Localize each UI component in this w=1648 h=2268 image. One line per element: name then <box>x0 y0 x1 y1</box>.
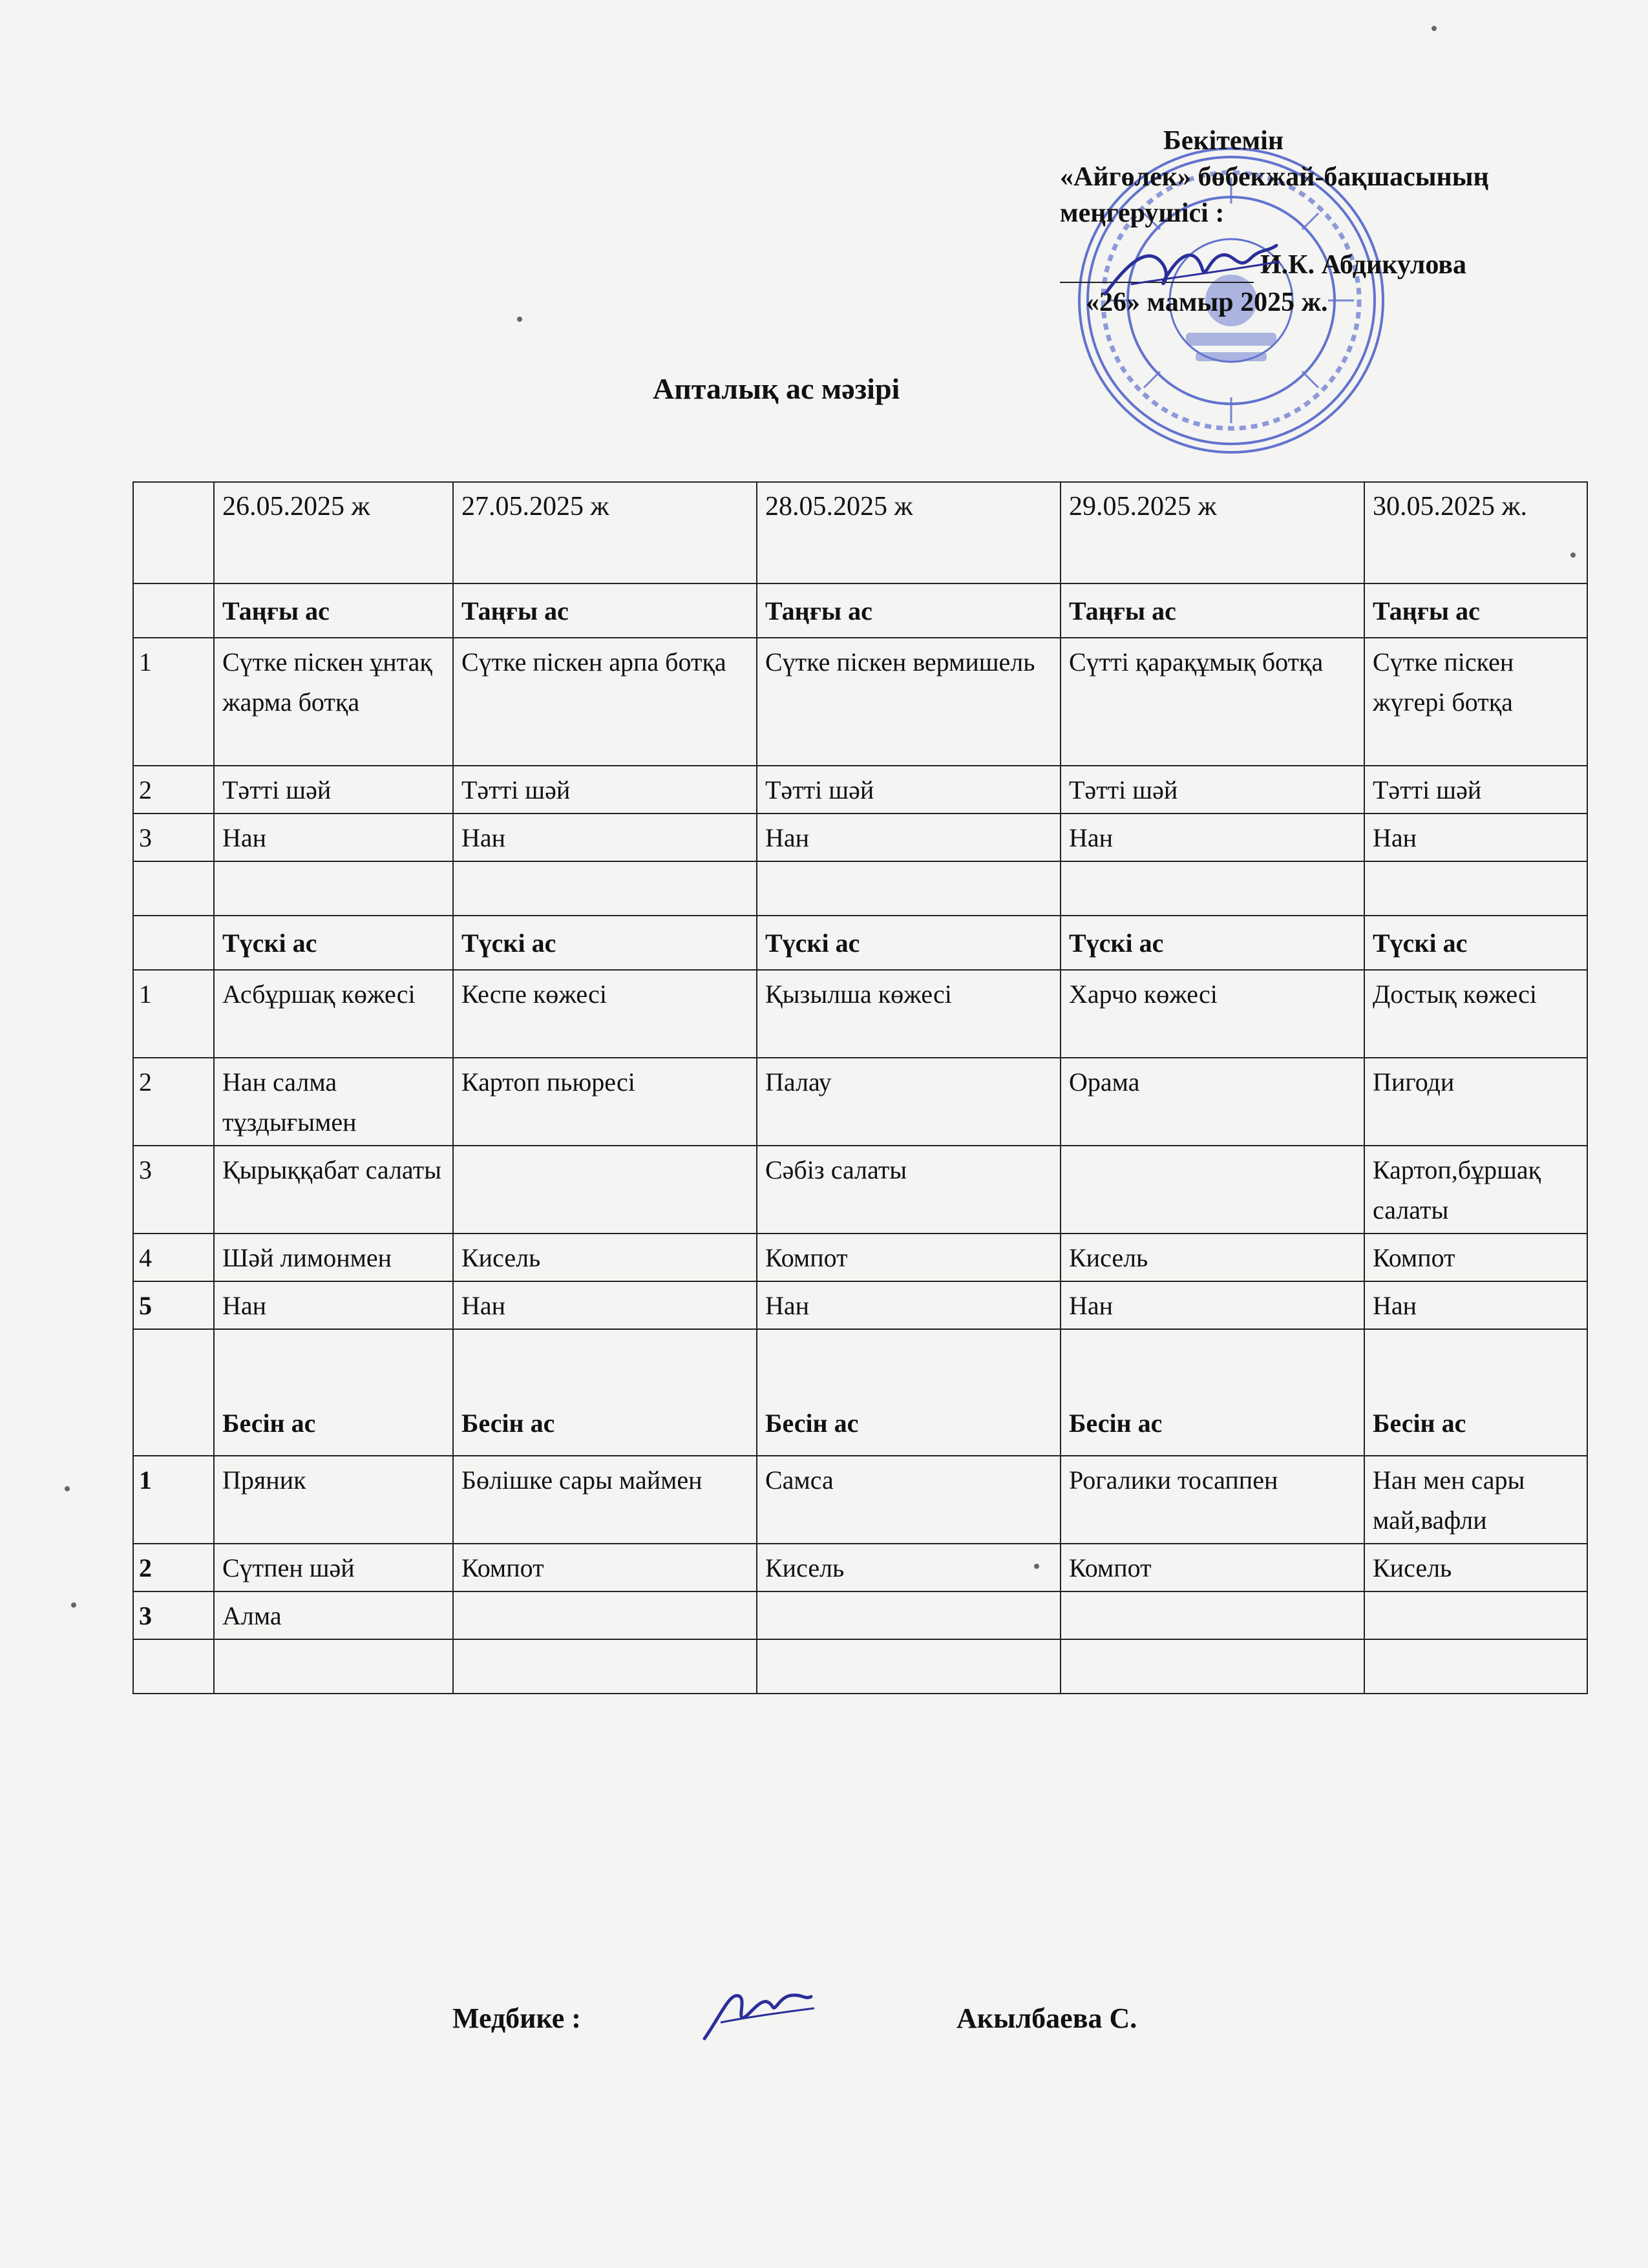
menu-cell: Самса <box>757 1456 1061 1544</box>
row-number: 1 <box>133 1456 214 1544</box>
meal-header: Түскі ас <box>757 916 1061 970</box>
menu-cell: Нан <box>1061 1281 1364 1329</box>
approval-date: «26» мамыр 2025 ж. <box>1086 288 1328 317</box>
meal-header-row <box>133 583 1587 638</box>
weekly-menu-table <box>132 481 1588 1694</box>
menu-cell <box>453 1146 757 1234</box>
date-cell: 27.05.2025 ж <box>453 482 757 583</box>
row-number: 3 <box>133 1591 214 1639</box>
row-number: 2 <box>133 1058 214 1146</box>
meal-header: Таңғы ас <box>453 583 757 638</box>
menu-cell: Нан <box>214 814 453 861</box>
scan-speck <box>71 1602 76 1608</box>
menu-cell: Нан <box>757 814 1061 861</box>
row-number: 2 <box>133 766 214 814</box>
menu-cell: Сүтке піскен жүгері ботқа <box>1364 638 1587 766</box>
meal-header: Бесін ас <box>1364 1329 1587 1456</box>
corner-cell <box>133 482 214 583</box>
meal-num-cell <box>133 1329 214 1456</box>
menu-cell: Бөлішке сары маймен <box>453 1456 757 1544</box>
meal-header: Таңғы ас <box>214 583 453 638</box>
empty-row <box>133 861 1587 916</box>
menu-cell: Кисель <box>757 1544 1061 1591</box>
director-signature <box>1092 233 1286 310</box>
menu-cell: Нан <box>1061 814 1364 861</box>
date-cell: 26.05.2025 ж <box>214 482 453 583</box>
nurse-signature <box>695 1977 818 2048</box>
table-row <box>133 1591 1587 1639</box>
meal-header: Түскі ас <box>1061 916 1364 970</box>
dates-row <box>133 482 1587 583</box>
row-number: 1 <box>133 638 214 766</box>
menu-cell: Нан <box>757 1281 1061 1329</box>
empty-row <box>133 1639 1587 1694</box>
menu-cell: Сүтпен шәй <box>214 1544 453 1591</box>
menu-cell: Нан мен сары май,вафли <box>1364 1456 1587 1544</box>
date-cell: 29.05.2025 ж <box>1061 482 1364 583</box>
scan-speck <box>1034 1564 1039 1569</box>
menu-cell: Сүтке піскен арпа ботқа <box>453 638 757 766</box>
menu-cell: Компот <box>453 1544 757 1591</box>
menu-cell: Харчо көжесі <box>1061 970 1364 1058</box>
menu-cell: Компот <box>1061 1544 1364 1591</box>
meal-header: Таңғы ас <box>1061 583 1364 638</box>
table-row <box>133 1544 1587 1591</box>
menu-cell: Пигоди <box>1364 1058 1587 1146</box>
table-row <box>133 814 1587 861</box>
meal-num-cell <box>133 583 214 638</box>
table-row <box>133 1456 1587 1544</box>
page-title: Апталық ас мәзірі <box>653 372 900 405</box>
nurse-label: Медбике : <box>452 2002 581 2034</box>
menu-cell: Компот <box>1364 1234 1587 1281</box>
table-row <box>133 766 1587 814</box>
menu-cell: Картоп,бұршақ салаты <box>1364 1146 1587 1234</box>
menu-cell <box>1364 1591 1587 1639</box>
menu-cell: Нан салма тұздығымен <box>214 1058 453 1146</box>
menu-cell: Кеспе көжесі <box>453 970 757 1058</box>
meal-header: Түскі ас <box>214 916 453 970</box>
menu-cell: Тәтті шәй <box>214 766 453 814</box>
menu-cell <box>1061 1146 1364 1234</box>
table-row <box>133 1146 1587 1234</box>
menu-cell: Палау <box>757 1058 1061 1146</box>
menu-cell <box>757 1591 1061 1639</box>
table-row <box>133 970 1587 1058</box>
menu-cell: Картоп пьюресі <box>453 1058 757 1146</box>
scan-speck <box>517 317 522 322</box>
table-row <box>133 638 1587 766</box>
menu-cell: Пряник <box>214 1456 453 1544</box>
scan-speck <box>65 1486 70 1491</box>
meal-header: Бесін ас <box>214 1329 453 1456</box>
menu-cell: Нан <box>453 814 757 861</box>
menu-cell: Рогалики тосаппен <box>1061 1456 1364 1544</box>
menu-cell: Кисель <box>1364 1544 1587 1591</box>
meal-header: Бесін ас <box>453 1329 757 1456</box>
menu-cell: Нан <box>453 1281 757 1329</box>
approval-position: меңгерушісі : <box>1060 198 1225 228</box>
row-number: 1 <box>133 970 214 1058</box>
menu-cell: Тәтті шәй <box>1364 766 1587 814</box>
meal-header: Түскі ас <box>453 916 757 970</box>
meal-header: Бесін ас <box>757 1329 1061 1456</box>
meal-header: Түскі ас <box>1364 916 1587 970</box>
menu-cell: Сүтке піскен вермишель <box>757 638 1061 766</box>
menu-cell: Нан <box>214 1281 453 1329</box>
menu-cell: Тәтті шәй <box>757 766 1061 814</box>
row-number: 4 <box>133 1234 214 1281</box>
scan-speck <box>1431 26 1437 31</box>
row-number: 5 <box>133 1281 214 1329</box>
menu-cell: Қызылша көжесі <box>757 970 1061 1058</box>
menu-cell: Қырыққабат салаты <box>214 1146 453 1234</box>
scan-speck <box>1570 552 1576 558</box>
menu-cell: Орама <box>1061 1058 1364 1146</box>
menu-cell: Сүтті қарақұмық ботқа <box>1061 638 1364 766</box>
menu-cell: Достық көжесі <box>1364 970 1587 1058</box>
menu-cell: Кисель <box>1061 1234 1364 1281</box>
approval-organization: «Айгөлек» бөбекжай-бақшасының <box>1060 162 1489 192</box>
meal-header: Таңғы ас <box>757 583 1061 638</box>
meal-header-row <box>133 1329 1587 1456</box>
menu-cell: Сәбіз салаты <box>757 1146 1061 1234</box>
approval-heading: Бекітемін <box>1163 126 1284 156</box>
row-number: 3 <box>133 814 214 861</box>
table-row <box>133 1234 1587 1281</box>
date-cell: 30.05.2025 ж. <box>1364 482 1587 583</box>
menu-cell: Нан <box>1364 1281 1587 1329</box>
menu-cell: Алма <box>214 1591 453 1639</box>
menu-cell: Тәтті шәй <box>453 766 757 814</box>
menu-cell: Кисель <box>453 1234 757 1281</box>
nurse-name: Акылбаева С. <box>956 2002 1137 2034</box>
meal-header: Бесін ас <box>1061 1329 1364 1456</box>
row-number: 2 <box>133 1544 214 1591</box>
menu-cell: Нан <box>1364 814 1587 861</box>
table-row <box>133 1058 1587 1146</box>
menu-cell: Асбұршақ көжесі <box>214 970 453 1058</box>
row-number: 3 <box>133 1146 214 1234</box>
approval-block <box>1060 123 1590 317</box>
menu-cell: Сүтке піскен ұнтақ жарма ботқа <box>214 638 453 766</box>
date-cell: 28.05.2025 ж <box>757 482 1061 583</box>
meal-header-row <box>133 916 1587 970</box>
approval-signer: И.К. Абдикулова <box>1260 250 1466 280</box>
meal-header: Таңғы ас <box>1364 583 1587 638</box>
meal-num-cell <box>133 916 214 970</box>
table-row <box>133 1281 1587 1329</box>
menu-cell <box>1061 1591 1364 1639</box>
menu-cell: Компот <box>757 1234 1061 1281</box>
menu-cell: Шәй лимонмен <box>214 1234 453 1281</box>
menu-cell: Тәтті шәй <box>1061 766 1364 814</box>
menu-cell <box>453 1591 757 1639</box>
